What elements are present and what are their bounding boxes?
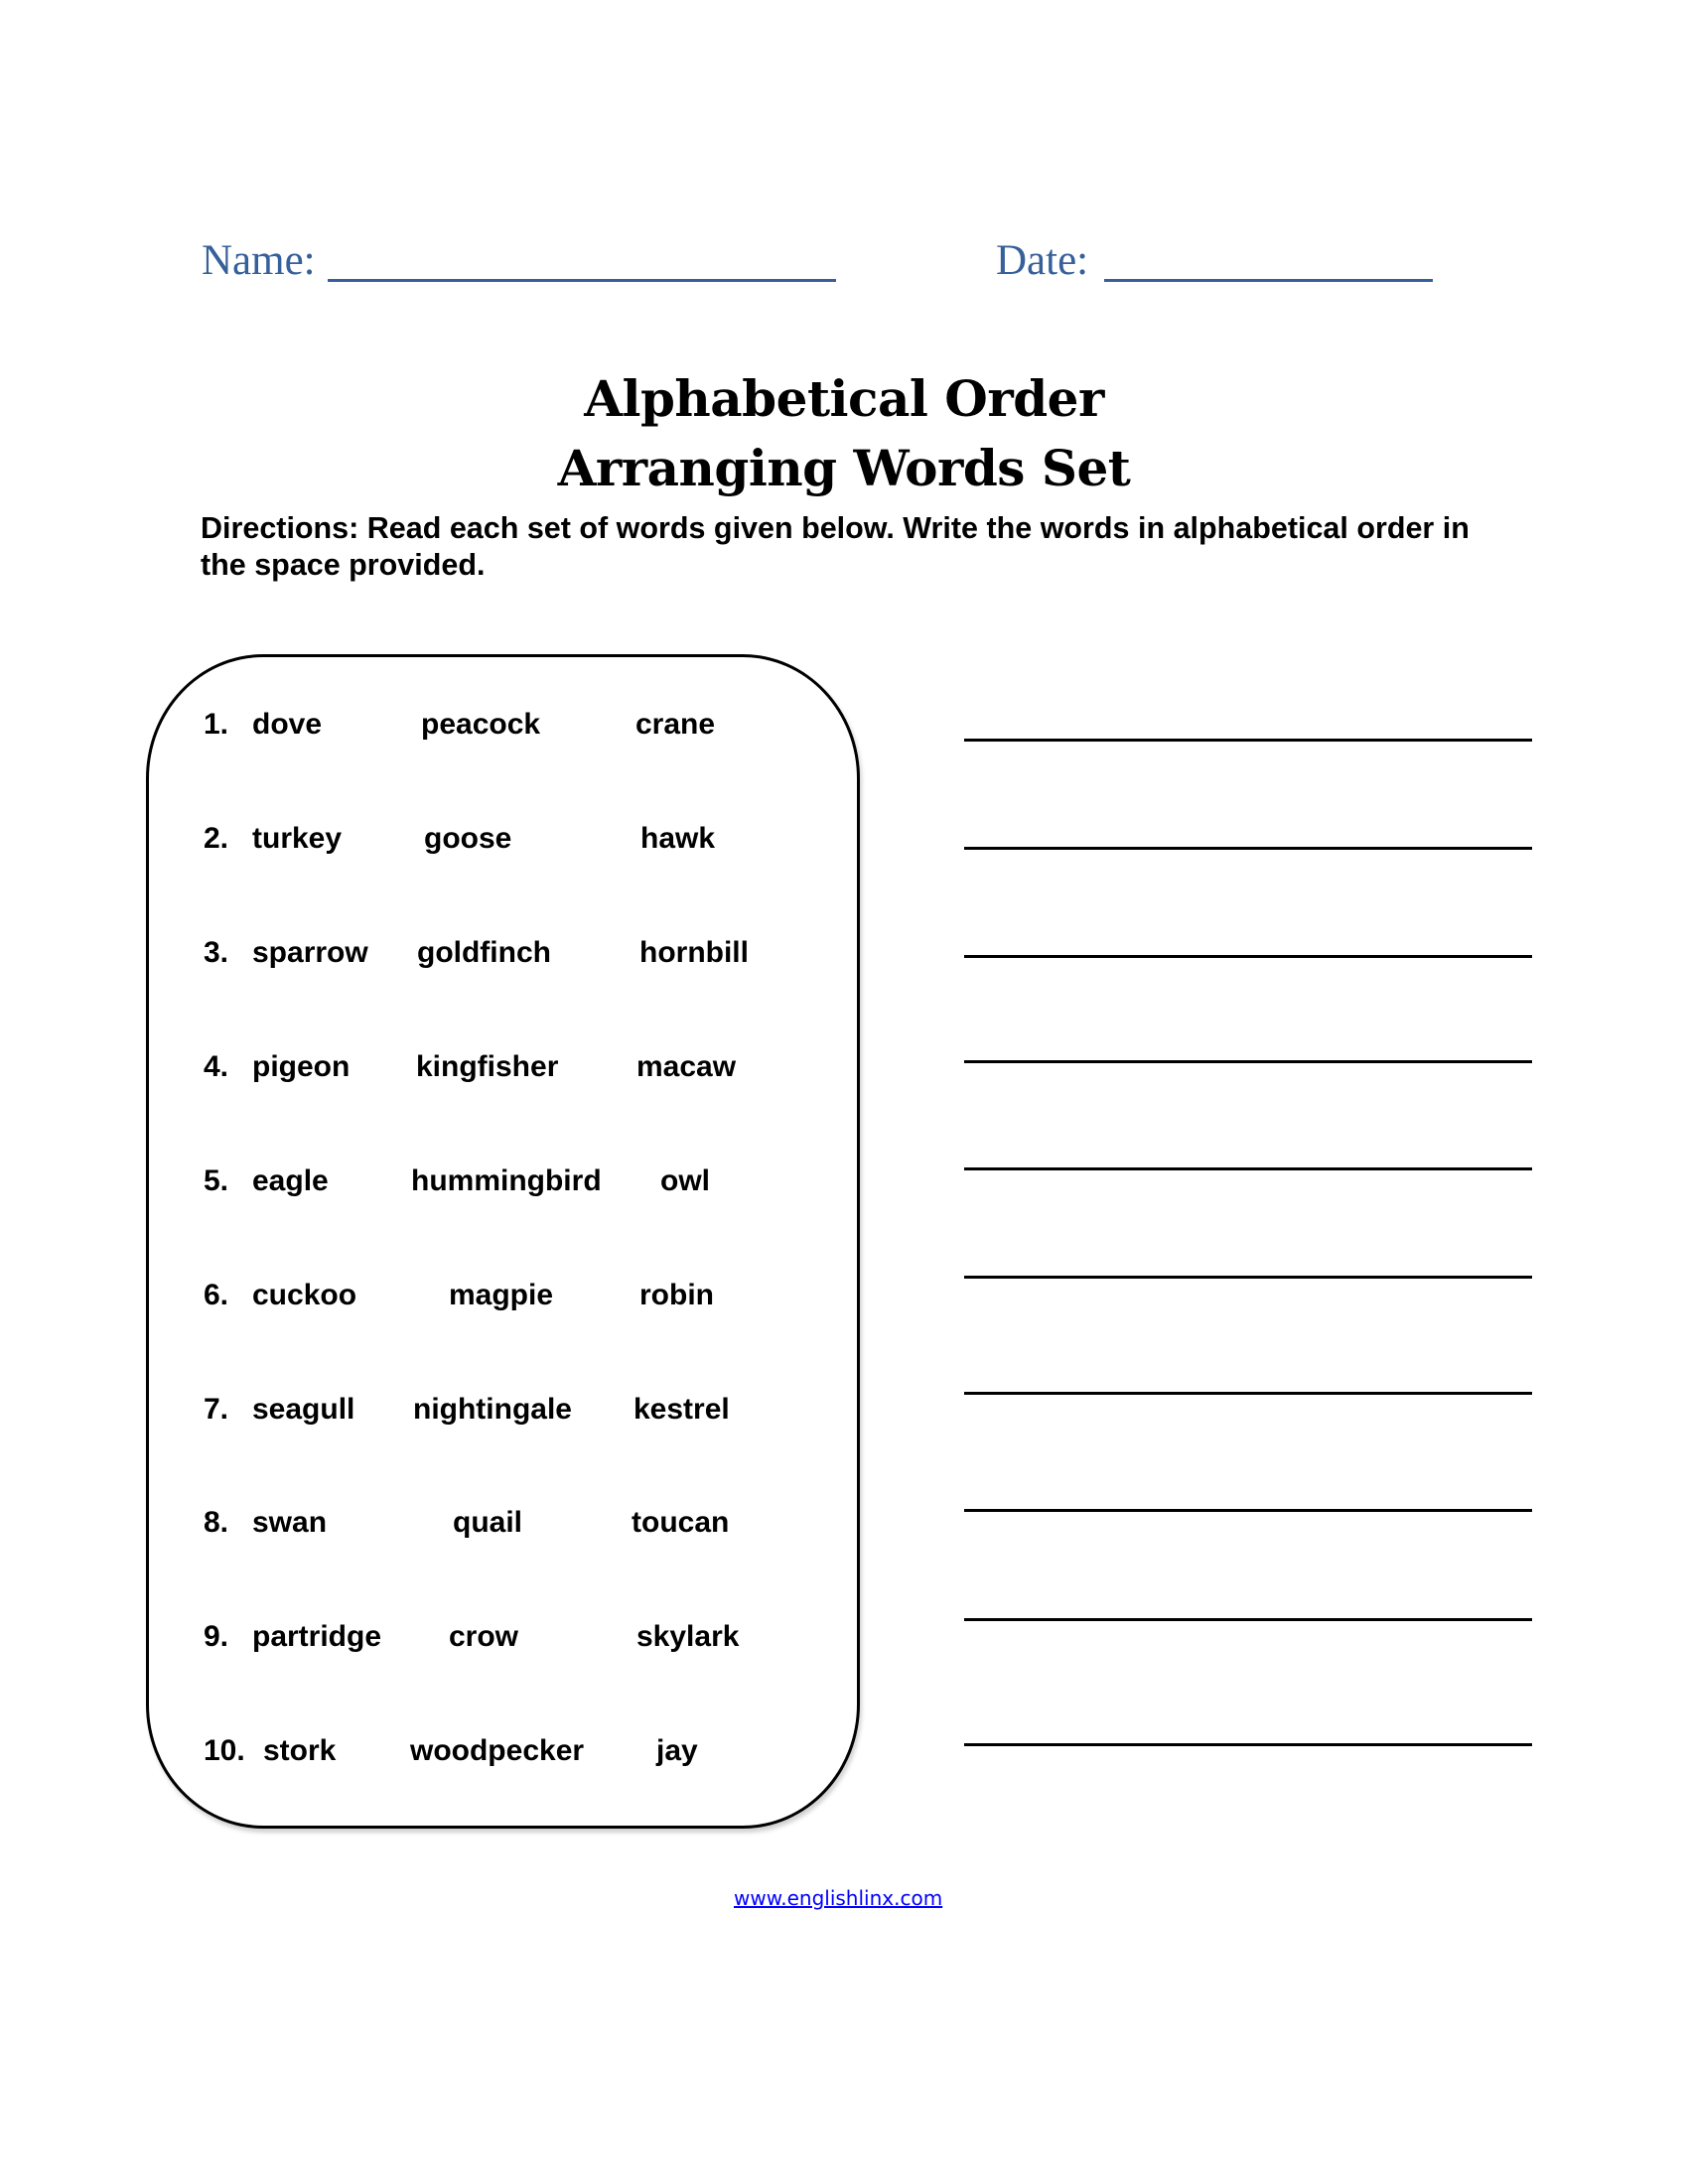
answer-line-6[interactable] (964, 1276, 1532, 1279)
answer-line-1[interactable] (964, 739, 1532, 742)
word: skylark (636, 1620, 740, 1653)
word: kingfisher (416, 1050, 559, 1083)
word-set-row (0, 824, 1688, 864)
item-number: 6. (204, 1279, 229, 1311)
word: owl (660, 1164, 710, 1197)
website-link[interactable]: www.englishlinx.com (734, 1886, 943, 1910)
answer-line-4[interactable] (964, 1060, 1532, 1063)
word: goose (424, 822, 512, 855)
word: seagull (252, 1393, 355, 1426)
word-set-row (0, 1395, 1688, 1434)
word: dove (252, 708, 323, 741)
word: toucan (632, 1506, 730, 1539)
item-number: 2. (204, 822, 229, 855)
answer-line-10[interactable] (964, 1743, 1532, 1746)
name-label: Name: (202, 237, 316, 284)
answer-line-9[interactable] (964, 1618, 1532, 1621)
word: macaw (636, 1050, 737, 1083)
word: swan (252, 1506, 328, 1539)
directions-text: Directions: Read each set of words given below. Write the words in alphabetical order in the space provided. (201, 511, 1470, 582)
word-set-row (0, 1052, 1688, 1092)
word: sparrow (252, 936, 368, 969)
word: cuckoo (252, 1279, 357, 1311)
page-title: Alphabetical Order (584, 369, 1104, 428)
word: hornbill (639, 936, 749, 969)
word: turkey (252, 822, 343, 855)
item-number: 4. (204, 1050, 229, 1083)
word-set-row (0, 1508, 1688, 1548)
word-set-row (0, 1281, 1688, 1320)
item-number: 7. (204, 1393, 229, 1426)
word-set-row (0, 1622, 1688, 1662)
word: robin (639, 1279, 714, 1311)
name-field[interactable] (328, 279, 836, 282)
item-number: 10. (204, 1734, 245, 1767)
item-number: 3. (204, 936, 229, 969)
word: stork (263, 1734, 337, 1767)
date-label: Date: (996, 237, 1089, 284)
word: crane (635, 708, 716, 741)
item-number: 9. (204, 1620, 229, 1653)
word-set-row (0, 710, 1688, 750)
word: crow (449, 1620, 519, 1653)
word: hawk (640, 822, 716, 855)
word: nightingale (413, 1393, 572, 1426)
word-set-row (0, 1736, 1688, 1776)
word: pigeon (252, 1050, 351, 1083)
word: hummingbird (411, 1164, 602, 1197)
answer-line-7[interactable] (964, 1392, 1532, 1395)
item-number: 8. (204, 1506, 229, 1539)
answer-line-3[interactable] (964, 955, 1532, 958)
answer-line-2[interactable] (964, 847, 1532, 850)
date-field[interactable] (1104, 279, 1433, 282)
page-subtitle: Arranging Words Set (557, 439, 1131, 497)
answer-line-5[interactable] (964, 1167, 1532, 1170)
item-number: 5. (204, 1164, 229, 1197)
word: woodpecker (410, 1734, 585, 1767)
word: peacock (421, 708, 541, 741)
word: goldfinch (417, 936, 551, 969)
word: eagle (252, 1164, 329, 1197)
word-set-row (0, 938, 1688, 978)
word: kestrel (633, 1393, 730, 1426)
word: magpie (449, 1279, 554, 1311)
word: partridge (252, 1620, 382, 1653)
word-set-row (0, 1166, 1688, 1206)
item-number: 1. (204, 708, 229, 741)
answer-line-8[interactable] (964, 1509, 1532, 1512)
word: quail (453, 1506, 523, 1539)
word: jay (656, 1734, 698, 1767)
